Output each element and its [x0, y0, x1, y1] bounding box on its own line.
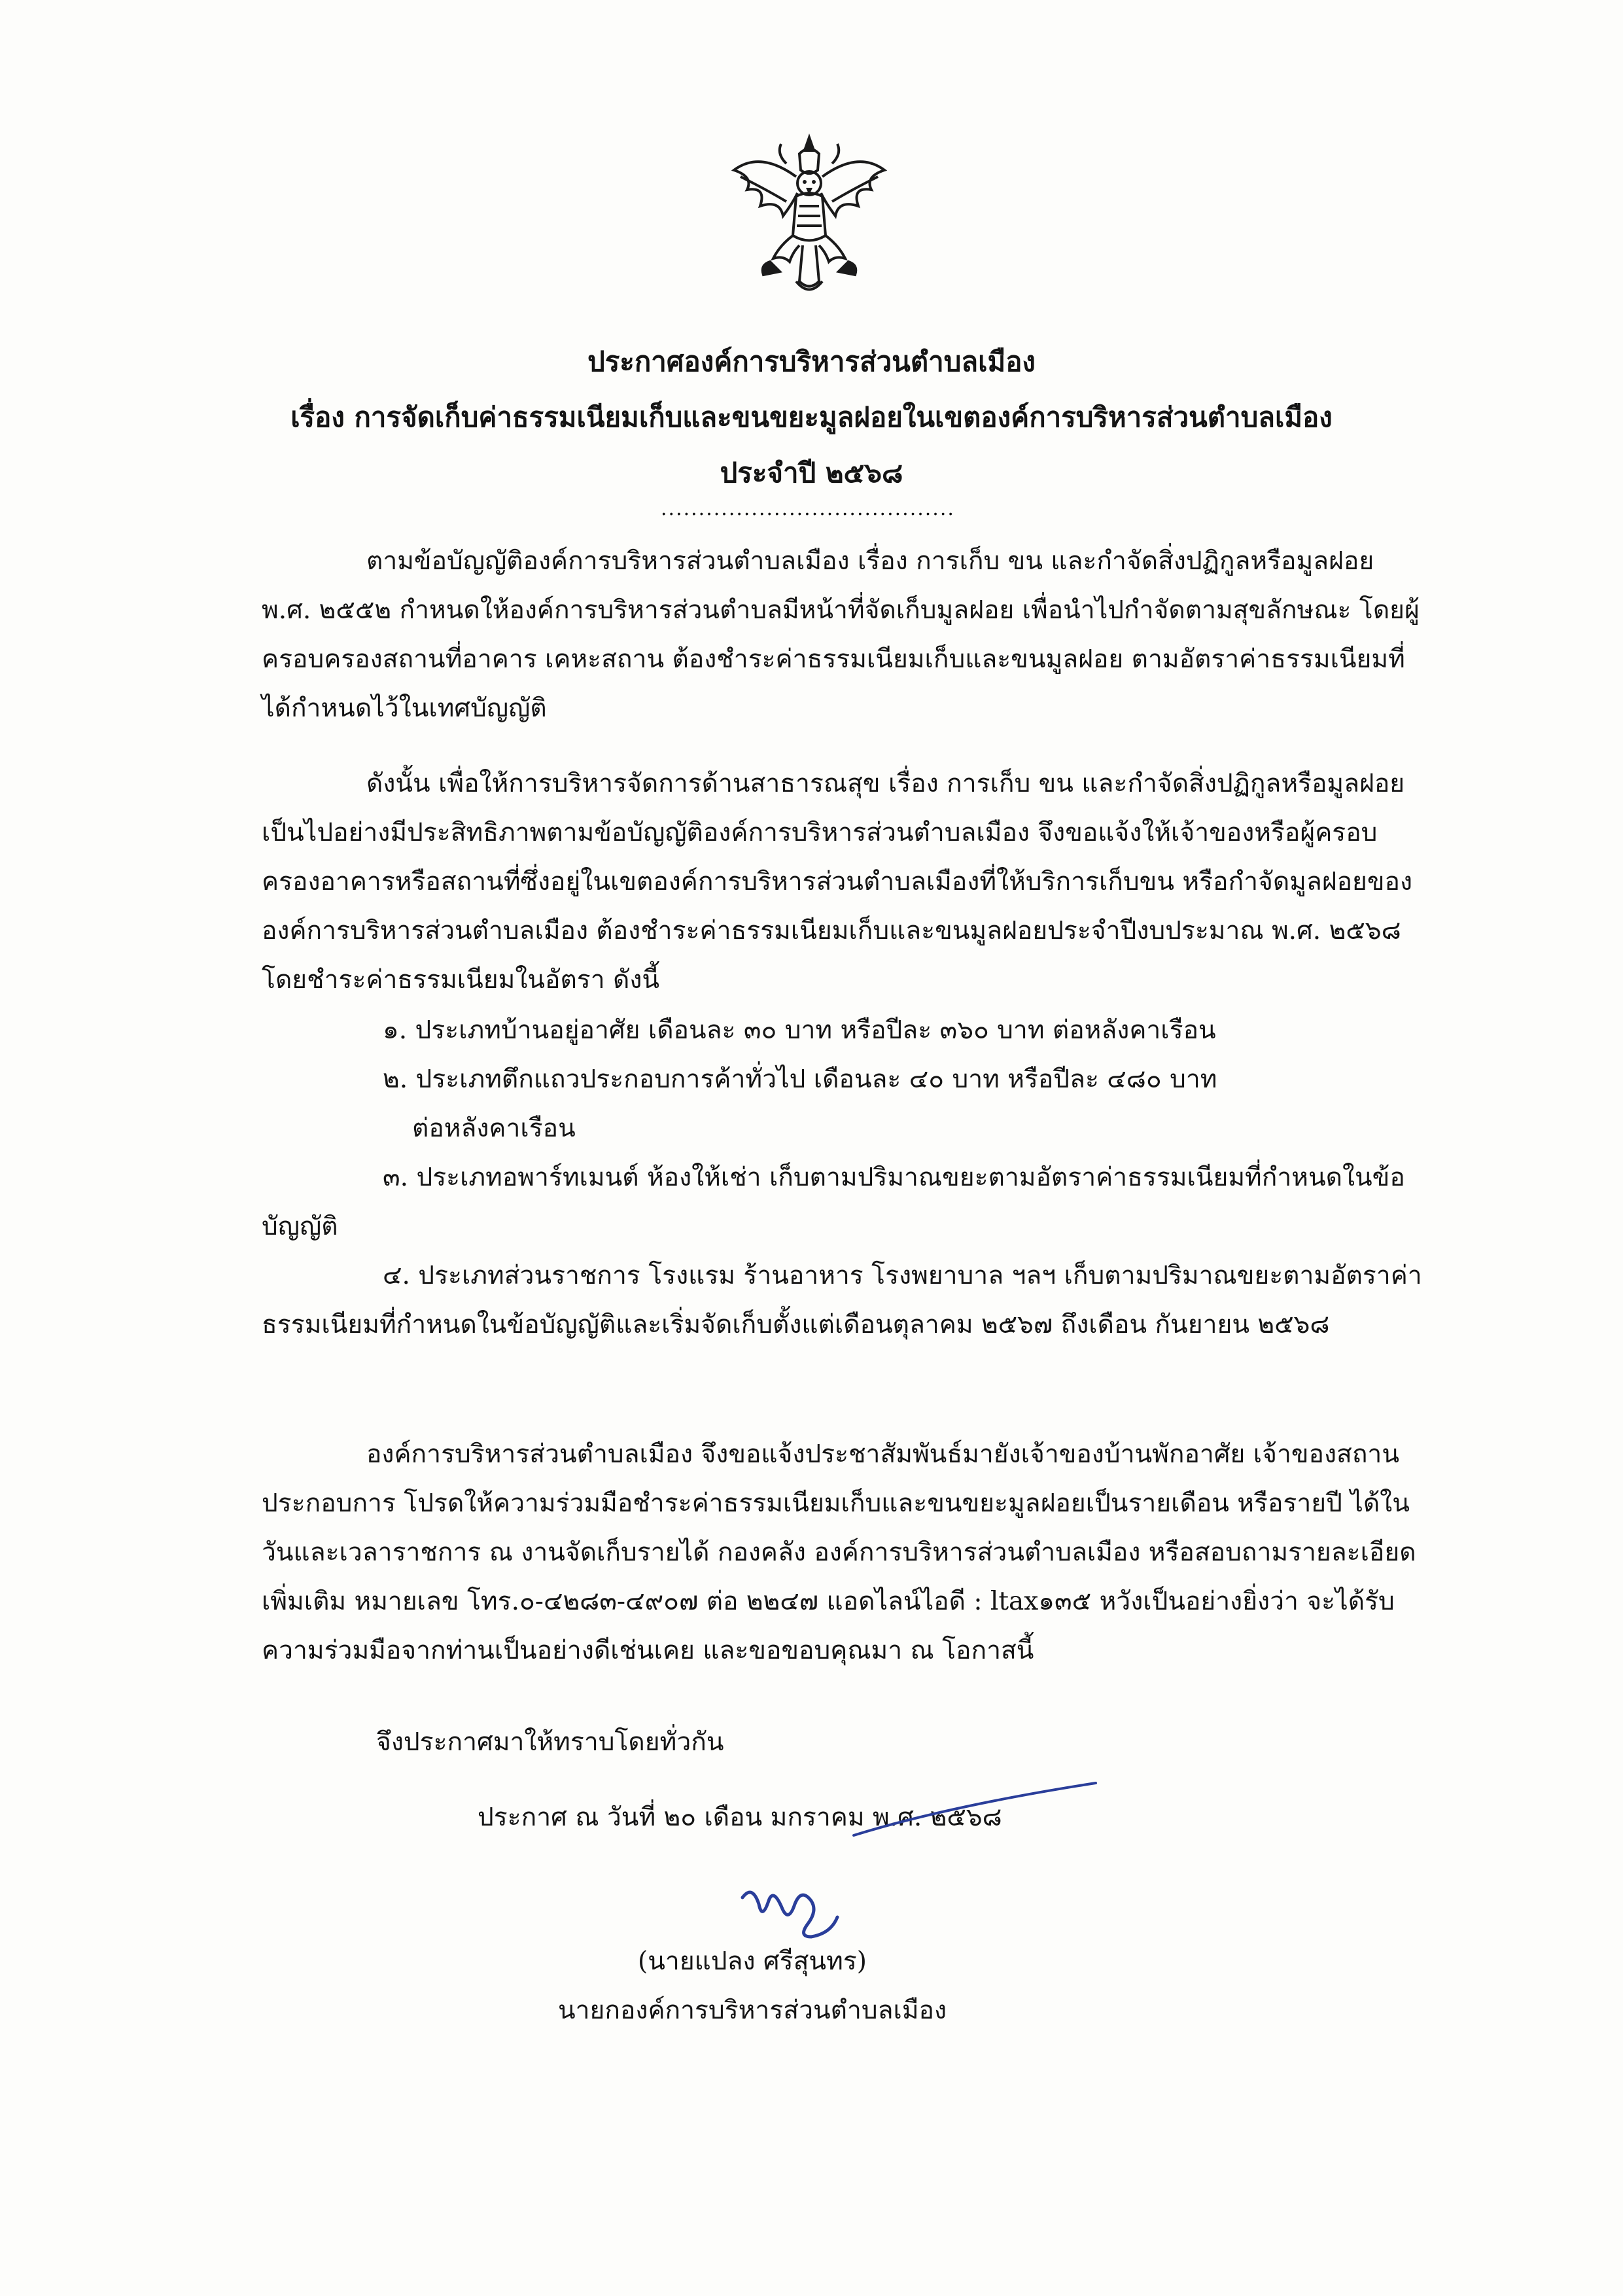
paragraph-1-text: ตามข้อบัญญัติองค์การบริหารส่วนตำบลเมือง เรื่อง การเก็บ ขน และกำจัดสิ่งปฏิกูลหรือมูลฝอย พ.ศ. ๒๕๕๒ กำหนดให้องค์การบริหารส่วนตำบลมีหน้าที่จัดเก็บมูลฝอย เพื่อนำไปกำจัดตามสุขลักษณะ โดยผู้ครอบครองสถานที่อาคาร เคหะสถาน ต้องชำระค่าธรรมเนียมเก็บและขนมูลฝอย ตามอัตราค่าธรรมเนียมที่ได้กำหนดไว้ในเทศบัญญัติ — [262, 546, 1420, 723]
signature-stroke — [850, 1780, 1099, 1839]
signer-name: (นายแปลง ศรีสุนทร) — [638, 1947, 867, 1976]
fee-item-3-text: ๓. ประเภทอพาร์ทเมนต์ ห้องให้เช่า เก็บตามปริมาณขยะตามอัตราค่าธรรมเนียมที่กำหนดในข้อบัญญัติ — [262, 1163, 1405, 1241]
signer-title: นายกองค์การบริหารส่วนตำบลเมือง — [557, 1996, 947, 2025]
announcement-subject: เรื่อง การจัดเก็บค่าธรรมเนียมเก็บและขนขยะมูลฝอยในเขตองค์การบริหารส่วนตำบลเมือง — [290, 401, 1333, 433]
paragraph-3 — [262, 1430, 1423, 1675]
fee-item-3 — [262, 1153, 1423, 1251]
signature-mark — [733, 1871, 844, 1943]
fee-item-4 — [262, 1251, 1423, 1349]
closing-line: จึงประกาศมาให้ทราบโดยทั่วกัน — [376, 1727, 724, 1757]
paragraph-2 — [262, 759, 1423, 1004]
title-separator: ....................................... — [661, 497, 955, 520]
fee-item-2: ๒. ประเภทตึกแถวประกอบการค้าทั่วไป เดือนละ ๔๐ บาท หรือปีละ ๔๘๐ บาท — [383, 1065, 1217, 1094]
fee-item-1: ๑. ประเภทบ้านอยู่อาศัย เดือนละ ๓๐ บาท หรือปีละ ๓๖๐ บาท ต่อหลังคาเรือน — [383, 1016, 1216, 1045]
paragraph-1 — [262, 537, 1423, 733]
fee-item-4-text: ๔. ประเภทส่วนราชการ โรงแรม ร้านอาหาร โรงพยาบาล ฯลฯ เก็บตามปริมาณขยะตามอัตราค่าธรรมเนียมที่กำหนดในข้อบัญญัติและเริ่มจัดเก็บตั้งแต่เดือนตุลาคม ๒๕๖๗ ถึงเดือน กันยายน ๒๕๖๘ — [262, 1261, 1422, 1339]
announcement-title: ประกาศองค์การบริหารส่วนตำบลเมือง — [587, 345, 1036, 378]
fee-item-2-continuation: ต่อหลังคาเรือน — [412, 1114, 576, 1143]
announcement-year: ประจำปี ๒๕๖๘ — [720, 457, 903, 489]
announcement-date: ประกาศ ณ วันที่ ๒๐ เดือน มกราคม พ.ศ. ๒๕๖๘ — [478, 1803, 1002, 1832]
garuda-emblem — [721, 124, 898, 301]
paragraph-3-text: องค์การบริหารส่วนตำบลเมือง จึงขอแจ้งประชาสัมพันธ์มายังเจ้าของบ้านพักอาศัย เจ้าของสถานประกอบการ โปรดให้ความร่วมมือชำระค่าธรรมเนียมเก็บและขนขยะมูลฝอยเป็นรายเดือน หรือรายปี ได้ในวันและเวลาราชการ ณ งานจัดเก็บรายได้ กองคลัง องค์การบริหารส่วนตำบลเมือง หรือสอบถามรายละเอียดเพิ่มเติม หมายเลข โทร.๐-๔๒๘๓-๔๙๐๗ ต่อ ๒๒๔๗ แอดไลน์ไอดี : ltax๑๓๕ หวังเป็นอย่างยิ่งว่า จะได้รับความร่วมมือจากท่านเป็นอย่างดีเช่นเคย และขอขอบคุณมา ณ โอกาสนี้ — [262, 1439, 1416, 1665]
paragraph-2-text: ดังนั้น เพื่อให้การบริหารจัดการด้านสาธารณสุข เรื่อง การเก็บ ขน และกำจัดสิ่งปฏิกูลหรือมูลฝอย เป็นไปอย่างมีประสิทธิภาพตามข้อบัญญัติองค์การบริหารส่วนตำบลเมือง จึงขอแจ้งให้เจ้าของหรือผู้ครอบครองอาคารหรือสถานที่ซึ่งอยู่ในเขตองค์การบริหารส่วนตำบลเมืองที่ให้บริการเก็บขน หรือกำจัดมูลฝอยขององค์การบริหารส่วนตำบลเมือง ต้องชำระค่าธรรมเนียมเก็บและขนมูลฝอยประจำปีงบประมาณ พ.ศ. ๒๕๖๘ โดยชำระค่าธรรมเนียมในอัตรา ดังนี้ — [262, 769, 1413, 995]
